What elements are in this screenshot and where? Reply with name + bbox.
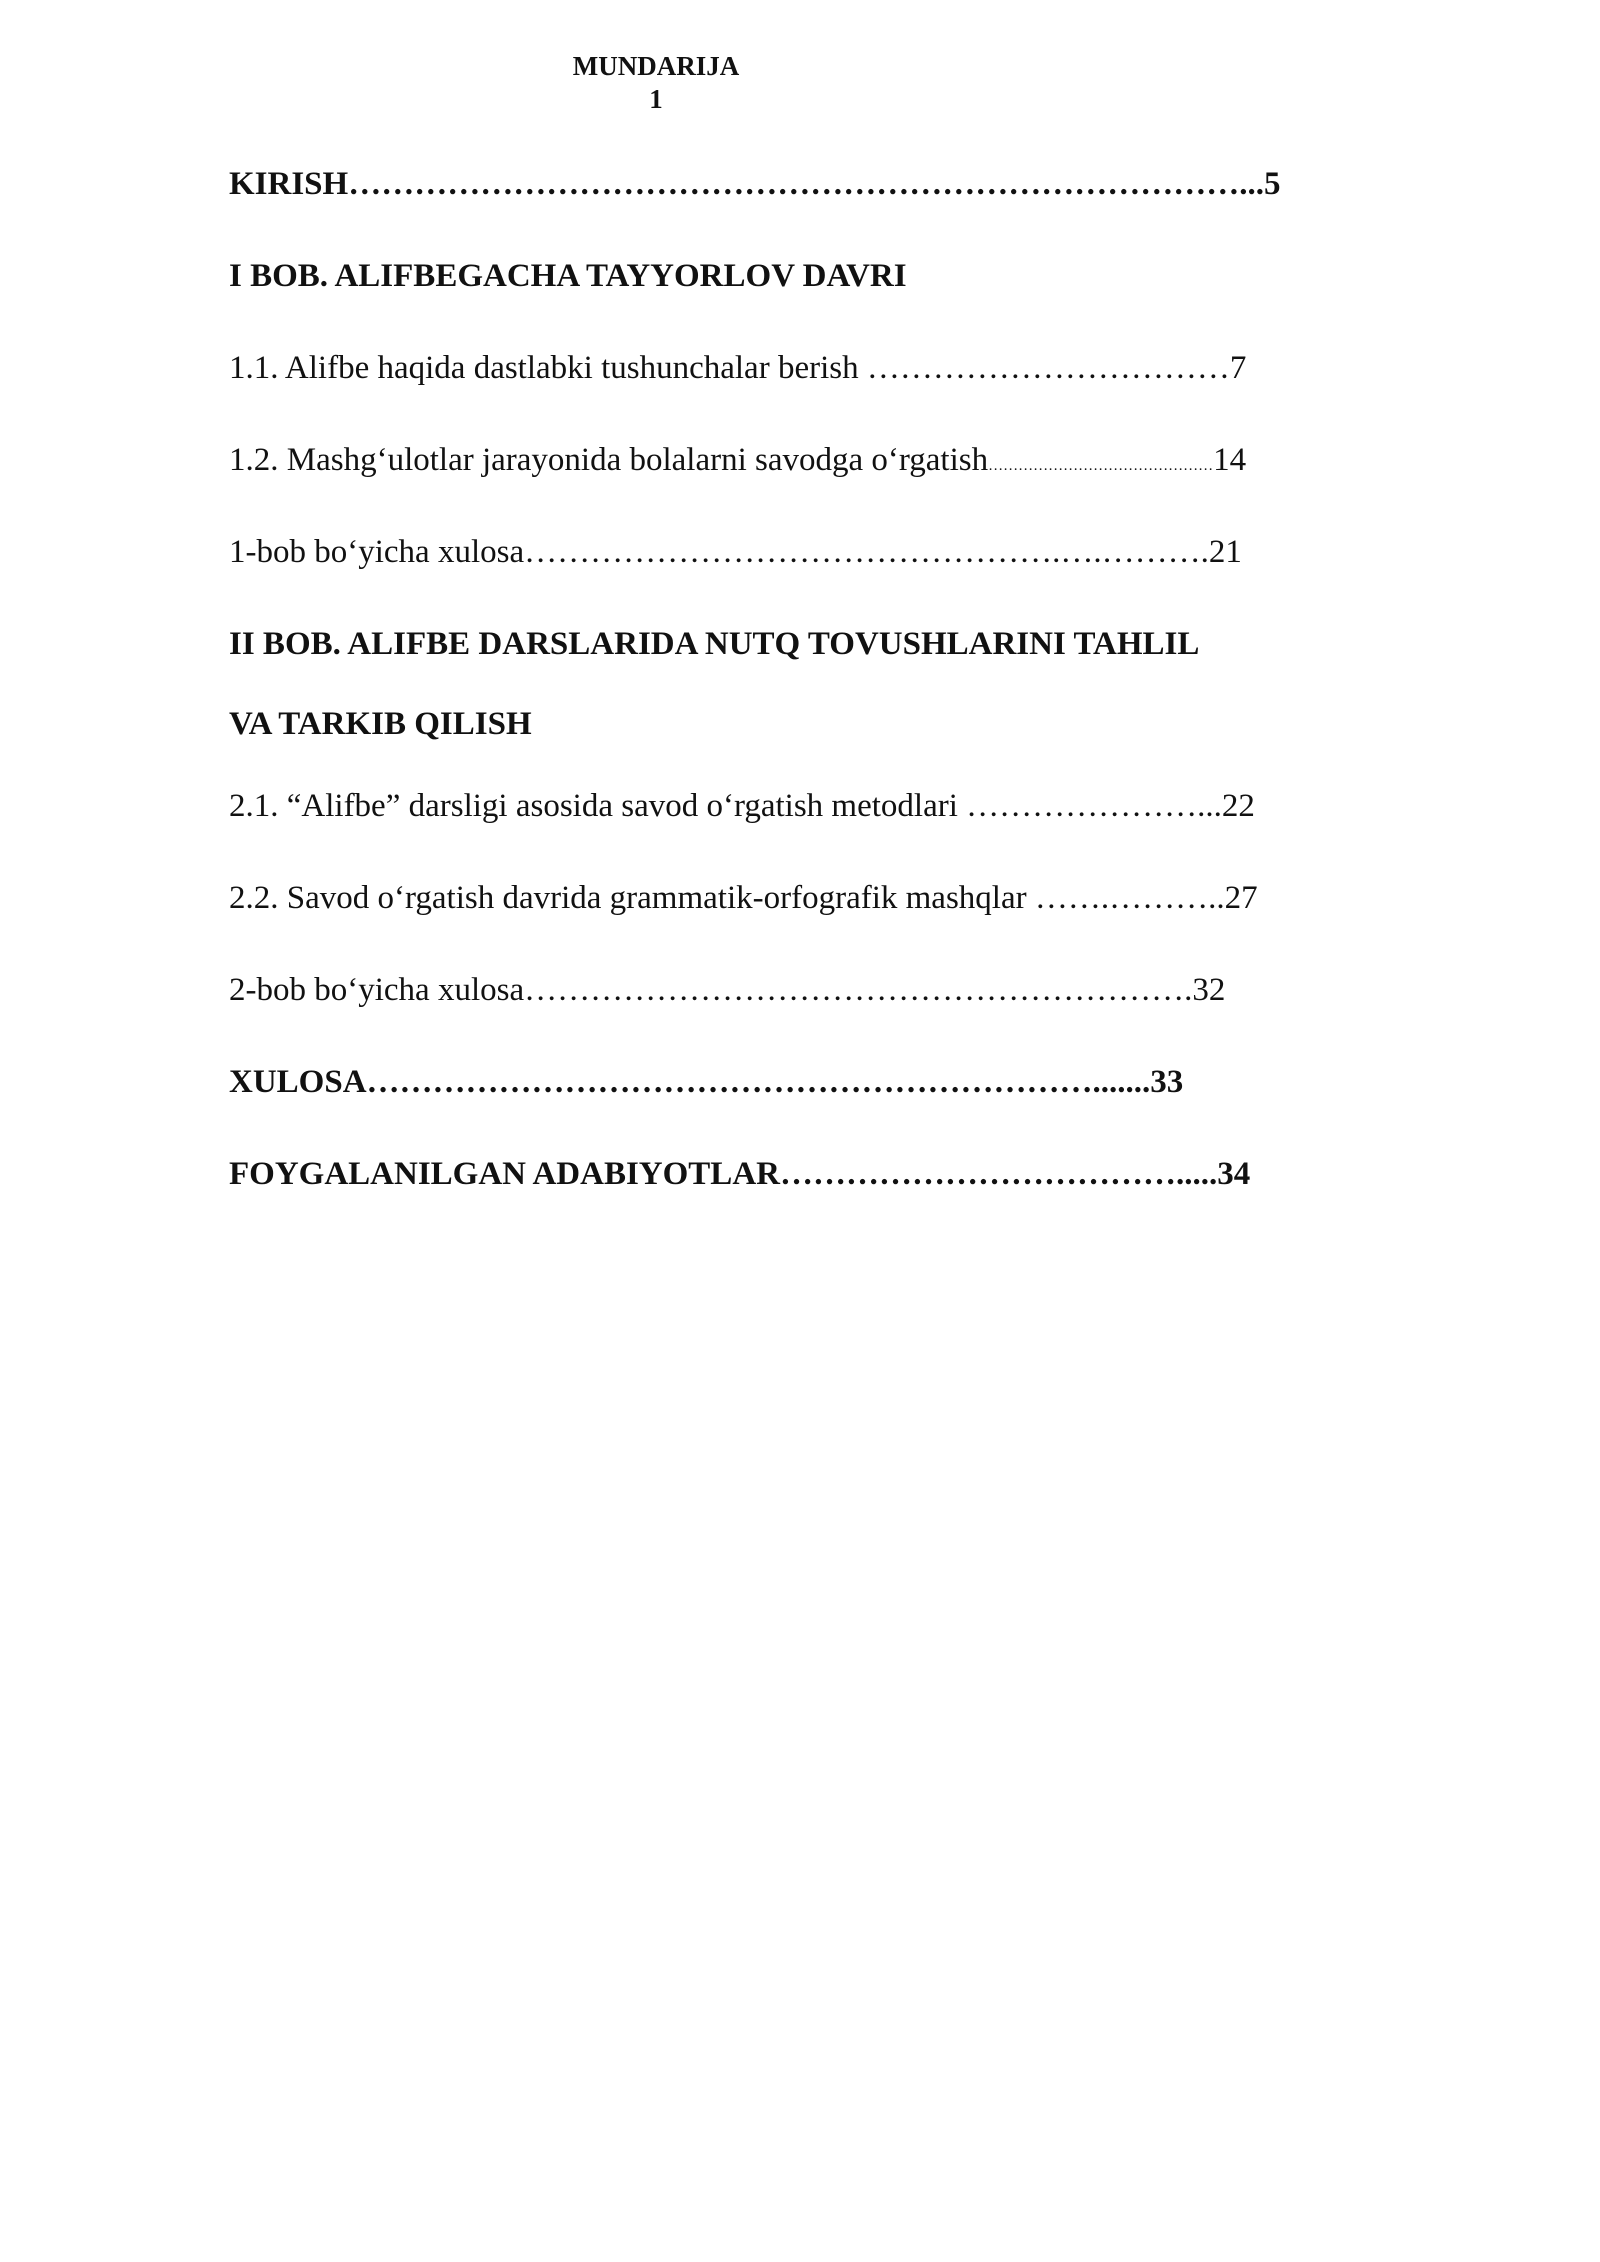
toc-entry-adabiyotlar: FOYGALANILGAN ADABIYOTLAR……………………………….....34: [229, 1156, 1251, 1192]
toc-chapter-1-title: I BOB. ALIFBEGACHA TAYYORLOV DAVRI: [229, 258, 907, 294]
toc-chapter-2-title-line-1: II BOB. ALIFBE DARSLARIDA NUTQ TOVUSHLARINI TAHLIL: [229, 626, 1200, 662]
toc-entry-xulosa: XULOSA………………………………………………………….......33: [229, 1064, 1184, 1100]
toc-chapter-2-title-line-2: VA TARKIB QILISH: [229, 706, 532, 742]
toc-entry-1-2-text: 1.2. Mashg‘ulotlar jarayonida bolalarni savodga o‘rgatish: [229, 442, 989, 478]
toc-entry-2-2: 2.2. Savod o‘rgatish davrida grammatik-orfografik mashqlar …….………..27: [229, 880, 1258, 916]
toc-heading: [556, 50, 756, 116]
toc-entry-1-1: 1.1. Alifbe haqida dastlabki tushunchalar berish ……………………………7: [229, 350, 1247, 386]
toc-entry-kirish: KIRISH………………………………………………………………………...5: [229, 166, 1281, 202]
toc-title: MUNDARIJA: [572, 51, 740, 81]
page-number: 1: [649, 84, 663, 114]
toc-entry-1-2: [229, 440, 1246, 486]
toc-entry-1-2-page: 14: [1213, 442, 1247, 478]
toc-entry-summary-1: 1-bob bo‘yicha xulosa………………………………………….….……….21: [229, 534, 1242, 570]
toc-entry-summary-2: 2-bob bo‘yicha xulosa…………………………………………………….32: [229, 972, 1226, 1008]
toc-entry-2-1: 2.1. “Alifbe” darsligi asosida savod o‘rgatish metodlari …………………...22: [229, 788, 1255, 824]
toc-entry-1-2-dots: ………………………………………: [988, 458, 1214, 474]
